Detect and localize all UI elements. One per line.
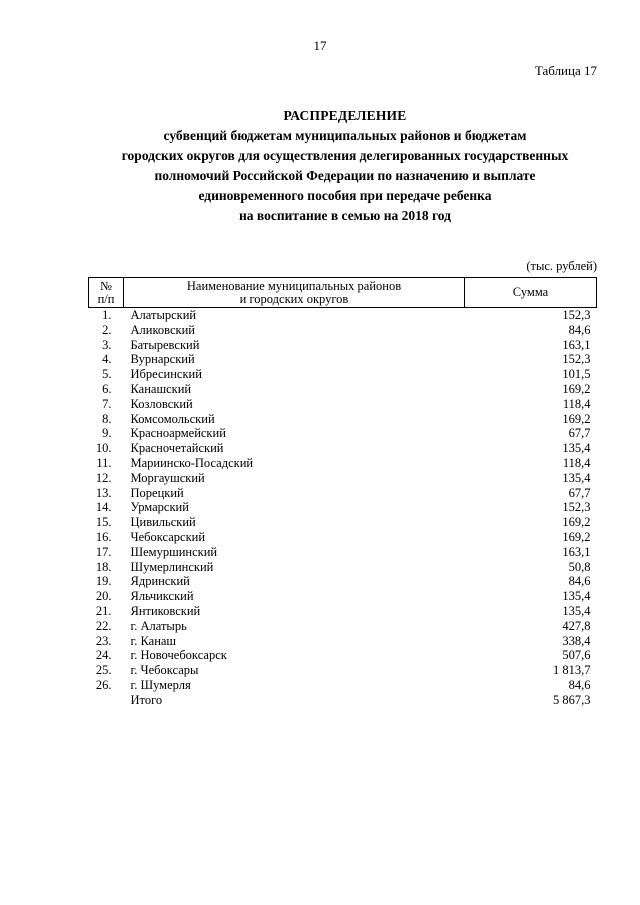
table-row: [89, 500, 597, 515]
row-number: 8.: [102, 411, 112, 426]
row-name: Красночетайский: [130, 441, 224, 456]
row-sum: 1 813,7: [553, 663, 591, 678]
table-row: [89, 619, 597, 634]
row-number: 25.: [95, 663, 112, 678]
row-number: 4.: [102, 352, 112, 367]
row-sum: 169,2: [562, 411, 591, 426]
row-number: 14.: [95, 500, 112, 515]
row-number: 5.: [102, 367, 112, 382]
row-sum: 169,2: [562, 529, 591, 544]
row-number: 2.: [102, 322, 112, 337]
row-sum: 135,4: [562, 603, 591, 618]
row-sum: 84,6: [568, 574, 591, 589]
row-sum: 135,4: [562, 441, 591, 456]
row-name: Вурнарский: [130, 352, 195, 367]
header-sum: Сумма: [465, 278, 597, 308]
row-sum: 169,2: [562, 515, 591, 530]
row-number: 10.: [95, 441, 112, 456]
table-row: [89, 456, 597, 471]
table-row: [89, 441, 597, 456]
row-name: Мариинско-Посадский: [130, 455, 254, 470]
title-line: единовременного пособия при передаче ребенка: [198, 188, 492, 203]
table-row: [89, 604, 597, 619]
title-line: на воспитание в семью на 2018 год: [239, 208, 451, 223]
table-row: [89, 678, 597, 693]
distribution-table: [88, 277, 597, 708]
row-number: 18.: [95, 559, 112, 574]
total-number-cell: [89, 693, 124, 708]
row-name: Моргаушский: [130, 470, 205, 485]
row-number: 15.: [95, 515, 112, 530]
table-row: [89, 471, 597, 486]
row-sum: 118,4: [562, 396, 591, 411]
row-name: Ибресинский: [130, 367, 202, 382]
row-name: Янтиковский: [130, 603, 201, 618]
row-number: 23.: [95, 633, 112, 648]
table-row: [89, 323, 597, 338]
table-row: [89, 574, 597, 589]
header-name-line1: Наименование муниципальных районов: [186, 278, 402, 293]
row-sum: 118,4: [562, 455, 591, 470]
row-name: Чебоксарский: [130, 529, 206, 544]
row-sum: 427,8: [562, 618, 591, 633]
table-row: [89, 352, 597, 367]
table-row: [89, 426, 597, 441]
row-number: 3.: [102, 337, 112, 352]
row-sum: 163,1: [562, 337, 591, 352]
total-label: Итого: [130, 692, 163, 707]
row-number: 13.: [95, 485, 112, 500]
row-sum: 163,1: [562, 544, 591, 559]
table-body: [89, 308, 597, 708]
page-number: 17: [313, 38, 327, 53]
row-number: 11.: [96, 455, 112, 470]
row-number: 24.: [95, 648, 112, 663]
row-sum: 152,3: [562, 352, 591, 367]
row-name: г. Шумерля: [130, 677, 191, 692]
table-row: [89, 589, 597, 604]
row-number: 9.: [102, 426, 112, 441]
row-sum: 84,6: [568, 677, 591, 692]
table-row: [89, 382, 597, 397]
table-row: [89, 308, 597, 323]
row-sum: 67,7: [568, 426, 591, 441]
row-number: 6.: [102, 381, 112, 396]
header-number-line2: п/п: [97, 291, 115, 306]
row-name: Красноармейский: [130, 426, 226, 441]
header-name: [124, 278, 465, 308]
title-line: городских округов для осуществления делегированных государственных: [121, 148, 569, 163]
row-name: Алатырский: [130, 308, 197, 322]
row-name: Комсомольский: [130, 411, 215, 426]
row-name: г. Чебоксары: [130, 663, 199, 678]
row-number: 7.: [102, 396, 112, 411]
row-number: 16.: [95, 529, 112, 544]
row-name: Цивильский: [130, 515, 196, 530]
table-row: [89, 338, 597, 353]
row-sum: 169,2: [562, 381, 591, 396]
header-name-line2: и городских округов: [239, 291, 349, 306]
row-name: Ядринский: [130, 574, 190, 589]
title-main: РАСПРЕДЕЛЕНИЕ: [283, 108, 407, 123]
row-name: Аликовский: [130, 322, 195, 337]
row-sum: 152,3: [562, 500, 591, 515]
header-number-line1: №: [100, 278, 112, 293]
row-name: Шумерлинский: [130, 559, 214, 574]
table-row: [89, 648, 597, 663]
total-row: [89, 693, 597, 708]
table-row: [89, 412, 597, 427]
row-sum: 135,4: [562, 589, 591, 604]
row-sum: 338,4: [562, 633, 591, 648]
row-number: 21.: [95, 603, 112, 618]
row-name: Яльчикский: [130, 589, 194, 604]
title-line: полномочий Российской Федерации по назначению и выплате: [154, 168, 536, 183]
row-sum: 67,7: [568, 485, 591, 500]
row-sum: 135,4: [562, 470, 591, 485]
table-label: Таблица 17: [534, 63, 597, 78]
table-row: [89, 634, 597, 649]
row-name: г. Алатырь: [130, 618, 187, 633]
table-header-row: [89, 278, 597, 308]
table-row: [89, 486, 597, 501]
row-sum: 152,3: [562, 308, 591, 322]
row-number: 22.: [95, 618, 112, 633]
row-number: 19.: [95, 574, 112, 589]
row-number: 1.: [102, 308, 112, 322]
row-number: 12.: [95, 470, 112, 485]
row-name: Шемуршинский: [130, 544, 218, 559]
table-row: [89, 560, 597, 575]
row-sum: 50,8: [568, 559, 591, 574]
row-number: 20.: [95, 589, 112, 604]
table-row: [89, 515, 597, 530]
table-row: [89, 397, 597, 412]
total-sum: 5 867,3: [553, 692, 591, 707]
row-sum: 84,6: [568, 322, 591, 337]
row-name: Батыревский: [130, 337, 200, 352]
table-row: [89, 530, 597, 545]
table-row: [89, 367, 597, 382]
document-title: [60, 106, 630, 226]
row-sum: 507,6: [562, 648, 591, 663]
row-name: Урмарский: [130, 500, 189, 515]
row-name: г. Новочебоксарск: [130, 648, 227, 663]
row-number: 17.: [95, 544, 112, 559]
table-row: [89, 545, 597, 560]
title-line: субвенций бюджетам муниципальных районов и бюджетам: [163, 128, 527, 143]
row-name: Козловский: [130, 396, 193, 411]
table-row: [89, 663, 597, 678]
row-name: Канашский: [130, 381, 192, 396]
units-label: (тыс. рублей): [526, 259, 597, 273]
row-sum: 101,5: [562, 367, 591, 382]
row-name: г. Канаш: [130, 633, 177, 648]
header-number: [89, 278, 124, 308]
row-number: 26.: [95, 677, 112, 692]
row-name: Порецкий: [130, 485, 184, 500]
